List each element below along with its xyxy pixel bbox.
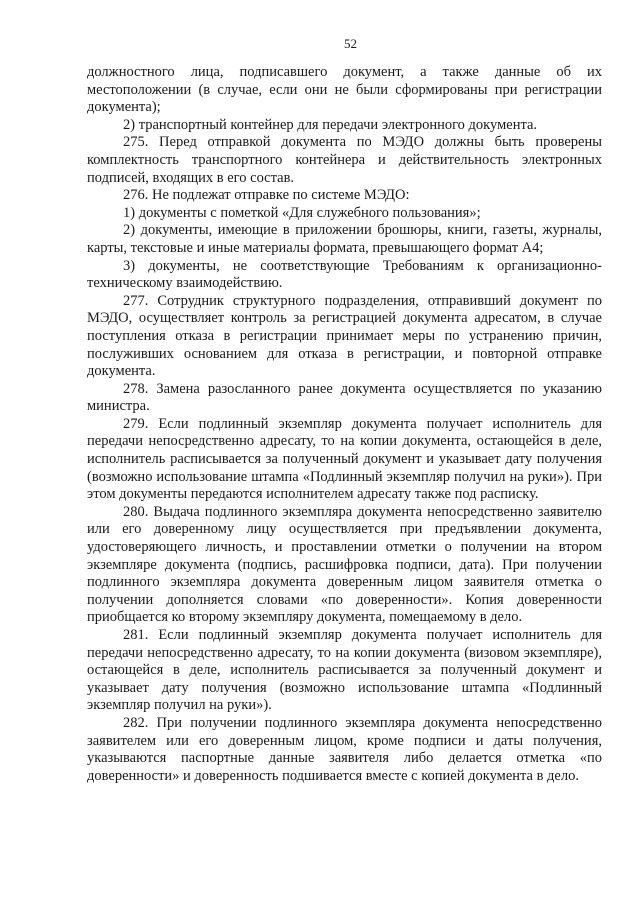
paragraph-279: 279. Если подлинный экземпляр документа получает исполнитель для передачи непосредственно адресату, то на копии документа, остающейся в деле, исполнитель расписывается за полученный документ и указывает дату получения (возможно использование штампа «Подлинный экземпляр получил на руки»). При этом документы передаются исполнителем адресату также под расписку. bbox=[87, 415, 602, 503]
paragraph-continuation: должностного лица, подписавшего документ, а также данные об их местоположении (в случае, если они не были сформированы при регистрации документа); bbox=[87, 64, 602, 116]
paragraph-item-2-container: 2) транспортный контейнер для передачи электронного документа. bbox=[123, 116, 538, 133]
paragraph-276-item-1: 1) документы с пометкой «Для служебного пользования»; bbox=[123, 204, 481, 221]
paragraph-281: 281. Если подлинный экземпляр документа получает исполнитель для передачи непосредственно адресату, то на копии документа (визовом экземпляре), остающейся в деле, исполнитель расписывается за полученный документ и указывает дату получения (возможно использование штампа «Подлинный экземпляр получил на руки»). bbox=[87, 627, 602, 714]
paragraph-280: 280. Выдача подлинного экземпляра документа непосредственно заявителю или его доверенному лицу осуществляется при предъявлении документа, удостоверяющего личность, и проставлении отметки о получении на втором экземпляре документа (подпись, расшифровка подписи, дата). При получении подлинного экземпляра документа доверенным лицом заявителя отметка о получении дополняется словами «по доверенности». Копия доверенности приобщается ко второму экземпляру документа, помещаемому в дело. bbox=[87, 503, 602, 626]
page-number: 52 bbox=[344, 36, 357, 51]
paragraph-275: 275. Перед отправкой документа по МЭДО должны быть проверены комплектность транспортного контейнера и действительность электронных подписей, входящих в его состав. bbox=[87, 134, 602, 186]
paragraph-276-item-3: 3) документы, не соответствующие Требованиям к организационно-техническому взаимодействию. bbox=[87, 257, 602, 292]
paragraph-282: 282. При получении подлинного экземпляра документа непосредственно заявителем или его доверенным лицом, кроме подписи и даты получения, указываются паспортные данные заявителя либо делается отметка «по доверенности» и доверенность подшивается вместе с копией документа в дело. bbox=[87, 714, 602, 784]
paragraph-277: 277. Сотрудник структурного подразделения, отправивший документ по МЭДО, осуществляет контроль за регистрацией документа адресатом, в случае поступления отказа в регистрации принимает меры по устранению причин, послуживших основанием для отказа в регистрации, и повторной отправке документа. bbox=[87, 292, 602, 380]
paragraph-276: 276. Не подлежат отправке по системе МЭДО: bbox=[123, 187, 410, 204]
paragraph-276-item-2: 2) документы, имеющие в приложении брошюры, книги, газеты, журналы, карты, текстовые и иные материалы формата, превышающего формат А4; bbox=[87, 222, 602, 256]
paragraph-278: 278. Замена разосланного ранее документа осуществляется по указанию министра. bbox=[87, 380, 602, 415]
